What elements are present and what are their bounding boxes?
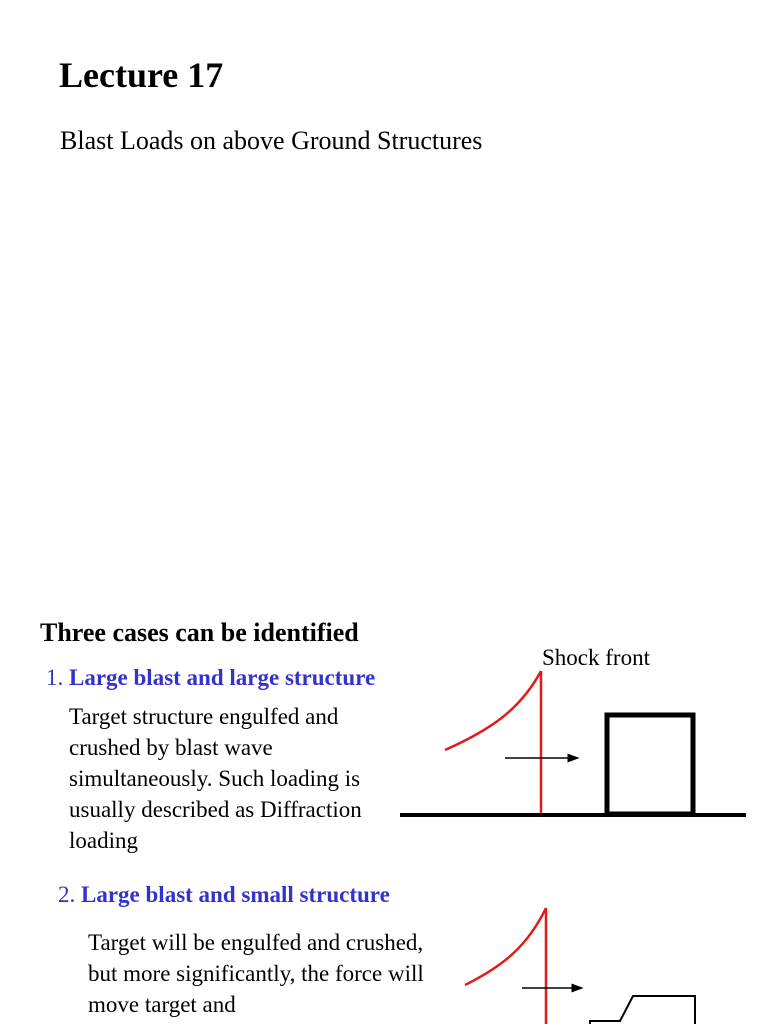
shock-front-label: Shock front	[542, 645, 650, 670]
case-2-name: Large blast and small structure	[81, 882, 390, 907]
shock-wave-curve-1	[445, 671, 541, 750]
case-2-number: 2.	[58, 882, 76, 907]
case-1-description: Target structure engulfed and crushed by blast wave simultaneously. Such loading is usually described as Diffraction loading	[69, 704, 362, 853]
case-2-description: Target will be engulfed and crushed, but more significantly, the force will move target and	[88, 930, 424, 1017]
shock-wave-curve-2	[465, 908, 546, 985]
case-1-name: Large blast and large structure	[69, 665, 376, 690]
slide-title: Lecture 17	[59, 55, 224, 95]
case-2-label	[58, 882, 390, 908]
large-structure	[607, 715, 693, 814]
case-1-number: 1.	[46, 665, 64, 690]
small-structure	[590, 996, 695, 1024]
slide-subtitle: Blast Loads on above Ground Structures	[60, 126, 483, 155]
section-heading: Three cases can be identified	[40, 618, 359, 647]
